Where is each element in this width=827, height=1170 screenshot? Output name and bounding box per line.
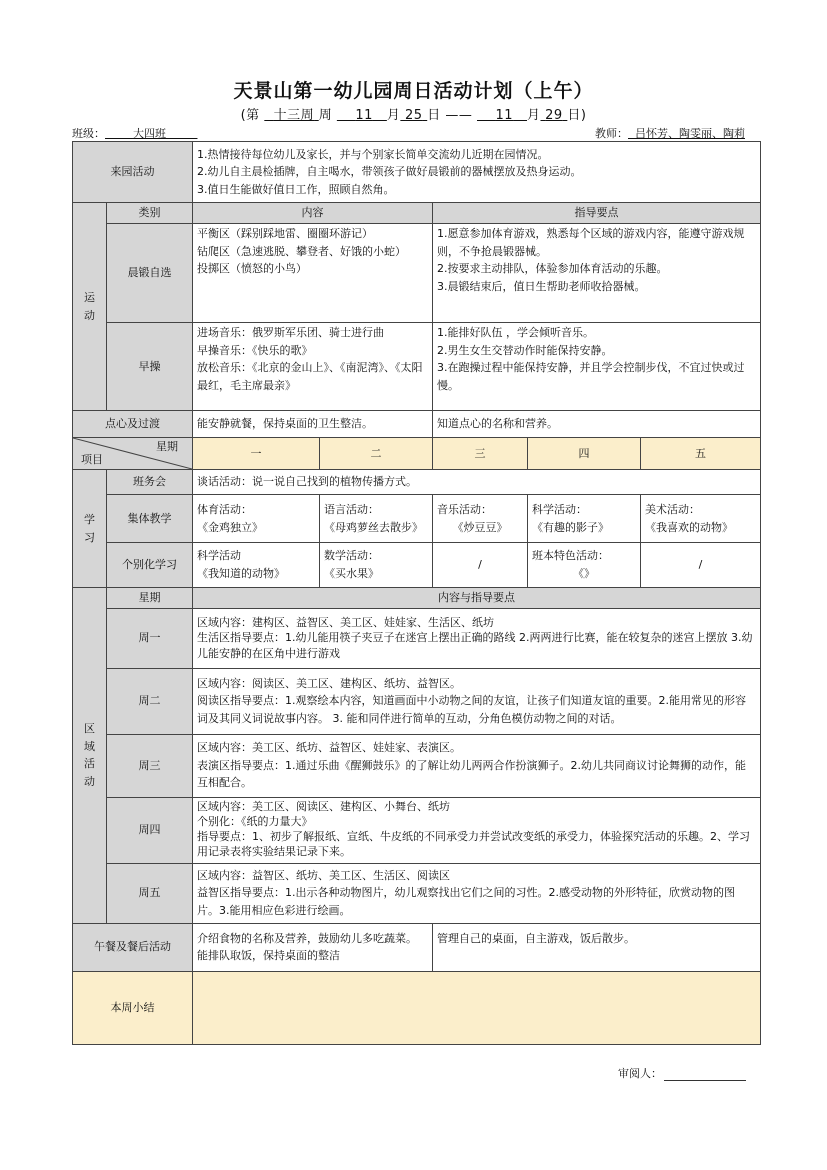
content-line: 早操音乐：《快乐的歌》 bbox=[197, 343, 313, 357]
area-line: 区域内容：阅读区、美工区、建构区、纸坊、益智区。 bbox=[197, 676, 461, 690]
snack-content: 能安静就餐，保持桌面的卫生整洁。 bbox=[193, 411, 433, 438]
area-line: 指导要点：1、初步了解报纸、宣纸、牛皮纸的不同承受力并尝试改变纸的承受力，体验探究活动的乐趣。2、学习用记录表将实验结果记录下来。 bbox=[197, 830, 750, 858]
lunch-line: 能排队取饭，保持桌面的整洁 bbox=[197, 949, 340, 963]
activity-type: 科学活动： bbox=[532, 502, 587, 516]
area-line: 生活区指导要点：1.幼儿能用筷子夹豆子在迷宫上摆出正确的路线 2.两两进行比赛，能在较复杂的迷宫上摆放 3.幼儿能安静的在区角中进行游戏 bbox=[197, 631, 753, 660]
arrival-content bbox=[193, 142, 761, 203]
group-teaching-cell bbox=[528, 495, 641, 543]
activity-title: 《我知道的动物》 bbox=[197, 567, 285, 580]
sport-col-guide: 指导要点 bbox=[433, 203, 761, 224]
weekday-header: 二 bbox=[320, 438, 433, 470]
area-line: 个别化：《纸的力量大》 bbox=[197, 815, 313, 829]
end-month: 11 bbox=[495, 108, 514, 123]
teacher-value: 吕怀芳、陶雯丽、陶莉 bbox=[635, 127, 745, 140]
activity-type: 美术活动： bbox=[645, 502, 700, 516]
corner-weekday-label: 星期 bbox=[156, 440, 178, 453]
weekday-header: 五 bbox=[641, 438, 761, 470]
guide-line: 3.在跑操过程中能保持安静，并且学会控制步伐，不宜过快或过慢。 bbox=[437, 361, 745, 392]
reviewer-signature-line[interactable] bbox=[664, 1068, 746, 1081]
class-label: 班级： bbox=[72, 127, 105, 140]
group-teaching-cell bbox=[320, 495, 433, 543]
morning-exercise-row bbox=[73, 224, 761, 323]
page-title: 天景山第一幼儿园周日活动计划（上午） bbox=[233, 80, 594, 102]
area-line: 区域内容：美工区、纸坊、益智区、娃娃家、表演区。 bbox=[197, 741, 461, 755]
paren-open: (第 bbox=[240, 108, 260, 123]
reviewer-field bbox=[618, 1065, 746, 1081]
area-line: 区域内容：益智区、纸坊、美工区、生活区、阅读区 bbox=[197, 868, 450, 882]
class-meeting-content: 谈话活动：说一说自己找到的植物传播方式。 bbox=[193, 470, 761, 495]
activity-title: 《我喜欢的动物》 bbox=[645, 520, 733, 534]
activity-title: 《买水果》 bbox=[324, 567, 379, 580]
start-month: 11 bbox=[355, 108, 373, 123]
class-info bbox=[72, 125, 197, 141]
arrival-line: 2.幼儿自主晨检插牌，自主喝水，带领孩子做好晨锻前的器械摆放及热身运动。 bbox=[197, 165, 582, 179]
morning-exercise-content bbox=[193, 224, 433, 323]
group-teaching-cell bbox=[433, 495, 528, 543]
area-label: 区 域 活 动 bbox=[73, 588, 107, 924]
activity-title: 《有趣的影子》 bbox=[532, 520, 609, 534]
individual-learning-row bbox=[73, 543, 761, 588]
individual-learning-cell: / bbox=[641, 543, 761, 588]
morning-exercise-guide bbox=[433, 224, 761, 323]
area-header-row bbox=[73, 588, 761, 609]
group-teaching-cell bbox=[641, 495, 761, 543]
area-line: 益智区指导要点：1.出示各种动物图片，幼儿观察找出它们之间的习性。2.感受动物的外形特征，欣赏动物的图片。3.能用相应色彩进行绘画。 bbox=[197, 886, 735, 917]
area-content bbox=[193, 863, 761, 923]
area-row-mon bbox=[73, 608, 761, 668]
end-day: 29 bbox=[545, 108, 563, 123]
morning-exercise-label: 晨锻自选 bbox=[107, 224, 193, 323]
sport-header-row bbox=[73, 203, 761, 224]
individual-learning-label: 个别化学习 bbox=[107, 543, 193, 588]
activity-plan-table bbox=[72, 141, 761, 1045]
snack-guide: 知道点心的名称和营养。 bbox=[433, 411, 761, 438]
sport-label: 运 动 bbox=[73, 203, 107, 411]
class-value: 大四班 bbox=[132, 127, 166, 140]
area-line: 表演区指导要点：1.通过乐曲《醒狮鼓乐》的了解让幼儿两两合作扮演狮子。2.幼儿共同商议讨论舞狮的动作，能互相配合。 bbox=[197, 758, 746, 790]
activity-type: 体育活动： bbox=[197, 502, 252, 516]
weekday-header: 三 bbox=[433, 438, 528, 470]
content-line: 进场音乐：俄罗斯军乐团、骑士进行曲 bbox=[197, 326, 384, 339]
activity-title: 《母鸡萝丝去散步》 bbox=[324, 520, 423, 534]
activity-title: 《金鸡独立》 bbox=[197, 520, 263, 534]
date-separator: —— bbox=[445, 108, 473, 123]
sport-col-content: 内容 bbox=[193, 203, 433, 224]
area-col-day: 星期 bbox=[107, 588, 193, 609]
individual-learning-cell bbox=[320, 543, 433, 588]
area-row-tue bbox=[73, 668, 761, 734]
summary-row bbox=[73, 971, 761, 1044]
area-content bbox=[193, 734, 761, 797]
arrival-label: 来园活动 bbox=[73, 142, 193, 203]
area-col-content: 内容与指导要点 bbox=[193, 588, 761, 609]
day-label: 日 bbox=[427, 108, 441, 123]
activity-title: 《炒豆豆》 bbox=[452, 520, 508, 534]
content-line: 平衡区（踩别踩地雷、圈圈环游记） bbox=[197, 227, 373, 240]
area-row-wed bbox=[73, 734, 761, 797]
study-label: 学 习 bbox=[73, 470, 107, 588]
area-day-label: 周四 bbox=[107, 797, 193, 863]
paren-close: 日) bbox=[567, 108, 587, 123]
reviewer-label: 审阅人： bbox=[618, 1067, 662, 1080]
lunch-content bbox=[193, 923, 433, 971]
date-range: (第 十三周 周 11 月 25 日 —— 11 月 29 日) bbox=[240, 108, 587, 123]
area-day-label: 周五 bbox=[107, 863, 193, 923]
teacher-info bbox=[595, 125, 745, 141]
group-teaching-label: 集体教学 bbox=[107, 495, 193, 543]
week-header-row bbox=[73, 438, 761, 470]
area-line: 阅读区指导要点：1.观察绘本内容，知道画面中小动物之间的友谊，让孩子们知道友谊的重要。2.能用常见的形容词及其同义词说故事内容。 3. 能和同伴进行简单的互动，分角色模仿动物之间的对话。 bbox=[197, 694, 746, 725]
activity-type: 语言活动： bbox=[324, 502, 379, 516]
arrival-line: 3.值日生能做好值日工作，照顾自然角。 bbox=[197, 182, 395, 196]
activity-type: 班本特色活动： bbox=[532, 549, 609, 563]
individual-learning-cell bbox=[528, 543, 641, 588]
guide-line: 2.按要求主动排队，体验参加体育活动的乐趣。 bbox=[437, 262, 668, 276]
group-teaching-cell bbox=[193, 495, 320, 543]
content-line: 放松音乐：《北京的金山上》、《南泥湾》、《太阳最红，毛主席最亲》 bbox=[197, 361, 423, 392]
area-line: 区域内容：美工区、阅读区、建构区、小舞台、纸坊 bbox=[197, 800, 450, 814]
morning-drill-row bbox=[73, 323, 761, 411]
area-day-label: 周二 bbox=[107, 668, 193, 734]
activity-title: 《》 bbox=[573, 567, 595, 580]
area-content bbox=[193, 797, 761, 863]
area-content bbox=[193, 668, 761, 734]
lunch-label: 午餐及餐后活动 bbox=[73, 923, 193, 971]
morning-drill-guide bbox=[433, 323, 761, 411]
class-meeting-row bbox=[73, 470, 761, 495]
snack-row bbox=[73, 411, 761, 438]
morning-drill-label: 早操 bbox=[107, 323, 193, 411]
activity-type: 音乐活动： bbox=[437, 502, 492, 516]
morning-drill-content bbox=[193, 323, 433, 411]
individual-learning-cell bbox=[193, 543, 320, 588]
weekday-header: 四 bbox=[528, 438, 641, 470]
lunch-row bbox=[73, 923, 761, 971]
activity-type: 科学活动 bbox=[197, 549, 241, 563]
guide-line: 1.愿意参加体育游戏，熟悉每个区域的游戏内容，能遵守游戏规则，不争抢晨锻器械。 bbox=[437, 227, 745, 258]
week-corner-cell bbox=[73, 438, 193, 470]
month-label: 月 bbox=[386, 108, 401, 123]
content-line: 钻爬区（急速逃脱、攀登者、好饿的小蛇） bbox=[197, 244, 406, 258]
snack-label: 点心及过渡 bbox=[73, 411, 193, 438]
lunch-guide: 管理自己的桌面，自主游戏，饭后散步。 bbox=[433, 923, 761, 971]
area-row-thu bbox=[73, 797, 761, 863]
content-line: 投掷区（愤怒的小鸟） bbox=[197, 262, 307, 276]
area-row-fri bbox=[73, 863, 761, 923]
individual-learning-cell: / bbox=[433, 543, 528, 588]
guide-line: 2.男生女生交替动作时能保持安静。 bbox=[437, 343, 613, 357]
class-meeting-label: 班务会 bbox=[107, 470, 193, 495]
activity-type: 数学活动： bbox=[324, 549, 379, 563]
summary-content[interactable] bbox=[193, 971, 761, 1044]
guide-line: 3.晨锻结束后，值日生帮助老师收拾器械。 bbox=[437, 279, 646, 293]
lunch-line: 介绍食物的名称及营养，鼓励幼儿多吃蔬菜。 bbox=[197, 931, 417, 945]
week-number: 十三周 bbox=[273, 108, 315, 123]
weekday-header: 一 bbox=[193, 438, 320, 470]
area-content bbox=[193, 608, 761, 668]
teacher-label: 教师： bbox=[595, 127, 628, 140]
group-teaching-row bbox=[73, 495, 761, 543]
area-day-label: 周一 bbox=[107, 608, 193, 668]
summary-label: 本周小结 bbox=[73, 971, 193, 1044]
area-day-label: 周三 bbox=[107, 734, 193, 797]
start-day: 25 bbox=[405, 108, 423, 123]
guide-line: 1.能排好队伍 ，学会倾听音乐。 bbox=[437, 326, 594, 339]
arrival-row bbox=[73, 142, 761, 203]
arrival-line: 1.热情接待每位幼儿及家长，并与个别家长简单交流幼儿近期在园情况。 bbox=[197, 147, 549, 161]
area-line: 区域内容：建构区、益智区、美工区、娃娃家、生活区、纸坊 bbox=[197, 616, 494, 629]
sport-col-type: 类别 bbox=[107, 203, 193, 224]
corner-item-label: 项目 bbox=[81, 453, 103, 467]
